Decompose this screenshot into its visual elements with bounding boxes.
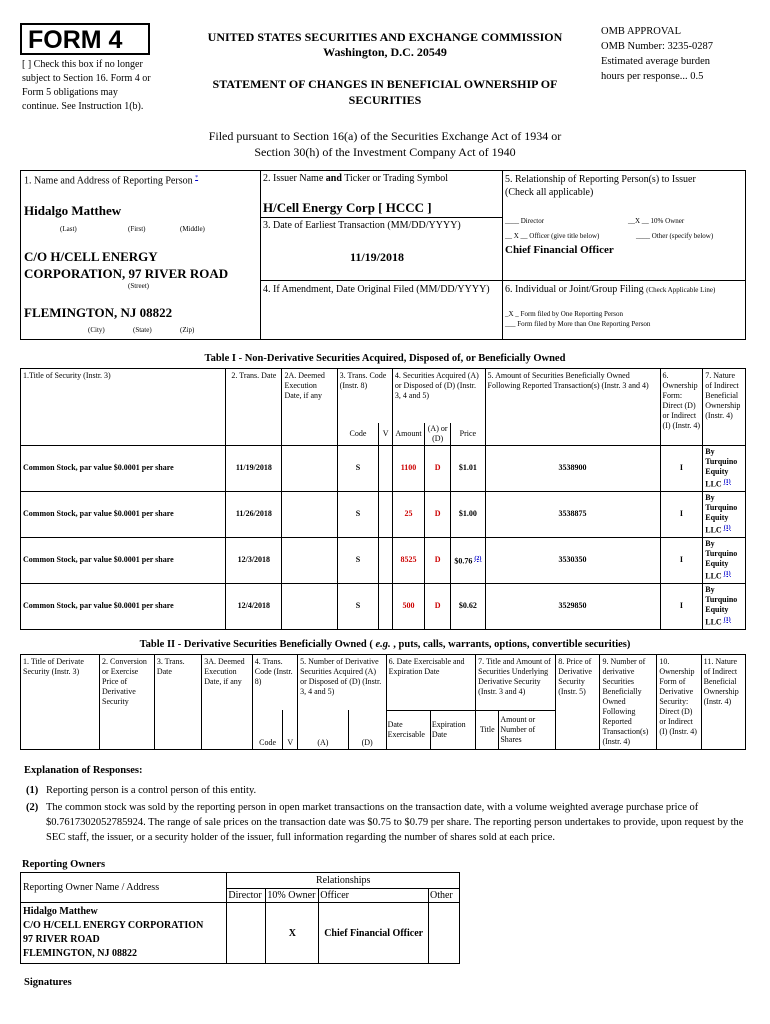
omb-line: OMB Number: 3235-0287 [601,41,713,52]
table2 [20,654,746,750]
t1-price: $0.62 [451,583,485,629]
check-line: Form 5 obligations may [22,87,118,98]
t1-code: S [337,537,379,583]
form-title: FORM 4 [28,26,123,54]
t1-owned: 3529850 [485,583,660,629]
t1-sub-v: V [379,423,393,446]
t2-sub-a: (A) [298,710,349,749]
table2-title: Table II - Derivative Securities Beneficially Owned ( e.g. , puts, calls, warrants, options, convertible securities) [139,639,631,650]
t1-nature: By Turquino Equity LLC $^{(1)}$ [703,445,746,491]
t1-price: $1.01 [451,445,485,491]
owners-col-relationships: Relationships [227,873,460,889]
owners-col-officer: Officer [319,889,429,903]
owner-officer-title: Chief Financial Officer [319,903,429,964]
check-line: subject to Section 16. Form 4 or [22,73,151,84]
t2-sub-code: Code [252,710,283,749]
t2-head-price: 8. Price of Derivative Security (Instr. 5) [556,655,600,750]
rel-other[interactable]: ____ Other (specify below) [636,232,714,240]
t1-head-securities: 4. Securities Acquired (A) or Disposed of (D) (Instr. 3, 4 and 5) [392,369,485,423]
t1-head-owned: 5. Amount of Securities Beneficially Owned Following Reported Transaction(s) (Instr. 3 and 4) [485,369,660,446]
omb-line: hours per response... 0.5 [601,71,704,82]
footnote-link[interactable]: (2) [474,555,482,562]
t1-date: 12/3/2018 [226,537,282,583]
t1-form: I [660,583,703,629]
owners-table [20,872,460,964]
t1-code: S [337,445,379,491]
t1-title: Common Stock, par value $0.0001 per share [21,537,226,583]
table-row [21,491,746,537]
reporting-person-name: Hidalgo Matthew [24,203,122,218]
t1-sub-aord: (A) or (D) [425,423,451,446]
t1-date: 11/19/2018 [226,445,282,491]
owners-col-name: Reporting Owner Name / Address [21,873,227,903]
statement-line: STATEMENT OF CHANGES IN BENEFICIAL OWNERSHIP OF [212,77,558,91]
earliest-date: 11/19/2018 [350,250,405,264]
t2-head-title: 1. Title of Derivate Security (Instr. 3) [21,655,100,750]
t1-nature: By Turquino Equity LLC $^{(1)}$ [703,583,746,629]
name-sub-last: (Last) [60,225,77,233]
owners-col-other: Other [428,889,459,903]
name-sub-first: (First) [128,225,146,233]
rel-director[interactable]: ____ Director [505,217,545,225]
explanation-text: The common stock was sold by the reporting person in open market transactions on the transaction date, with a volume weighted average purchase price of $0.7617302052785924. The range of sale prices on the transaction date was $0.75 to $0.79 per share. The reporting person undertakes to provide, upon request by the SEC staff, the issuer, or a security holder of the issuer, full information regarding the number of shares sold at each price. [46,802,744,843]
t1-date: 11/26/2018 [226,491,282,537]
t1-title: Common Stock, par value $0.0001 per share [21,445,226,491]
t2-sub-title: Title [476,710,499,749]
box6-label: 6. Individual or Joint/Group Filing (Check Applicable Line) [505,284,716,295]
t1-sub-code: Code [337,423,379,446]
t1-price: $0.76 $^{(2)}$ [451,537,485,583]
t1-date: 12/4/2018 [226,583,282,629]
footnote-link[interactable]: (1) [723,570,731,577]
t1-owned: 3538900 [485,445,660,491]
t1-amount: 8525 [392,537,424,583]
explanation-heading: Explanation of Responses: [24,765,143,776]
owner-name-address: Hidalgo Matthew C/O H/CELL ENERGY CORPORATION 97 RIVER ROAD FLEMINGTON, NJ 08822 [21,903,227,964]
footnote-link[interactable]: (1) [723,524,731,531]
t1-aord: D [425,583,451,629]
t1-amount: 25 [392,491,424,537]
footnote-link[interactable]: (1) [723,478,731,485]
omb-line: Estimated average burden [601,56,711,67]
t1-head-form: 6. Ownership Form: Direct (D) or Indirect (I) (Instr. 4) [660,369,703,446]
t1-sub-price: Price [451,423,485,446]
t1-head-title: 1.Title of Security (Instr. 3) [21,369,226,446]
filed-line: Filed pursuant to Section 16(a) of the Securities Exchange Act of 1934 or [208,129,562,143]
name-sub-middle: (Middle) [180,225,205,233]
t2-head-exercisable: 6. Date Exercisable and Expiration Date [386,655,476,711]
statement-title [170,76,600,108]
explanation-num: (1) [26,785,39,796]
t1-price: $1.00 [451,491,485,537]
t1-head-date: 2. Trans. Date [226,369,282,446]
owners-col-10pct: 10% Owner [266,889,319,903]
t2-sub-exp: Expiration Date [430,710,475,749]
statement-line: SECURITIES [348,93,422,107]
t1-form: I [660,491,703,537]
t2-sub-d: (D) [348,710,386,749]
t2-head-code: 4. Trans. Code (Instr. 8) [252,655,297,711]
form-title-box [20,23,150,55]
t2-head-deemed: 3A. Deemed Execution Date, if any [202,655,253,750]
footnote-link[interactable]: * [195,175,199,181]
t2-head-underlying: 7. Title and Amount of Securities Underlying Derivative Security (Instr. 3 and 4) [476,655,556,711]
signatures-heading: Signatures [24,977,72,988]
explanation-item [26,783,746,798]
table1-title: Table I - Non-Derivative Securities Acquired, Disposed of, or Beneficially Owned [204,353,566,364]
t1-amount: 500 [392,583,424,629]
t1-code: S [337,583,379,629]
t2-head-nature: 11. Nature of Indirect Beneficial Ownership (Instr. 4) [701,655,745,750]
box2-label: 2. Issuer Name and Ticker or Trading Symbol [263,173,449,184]
issuer-name: H/Cell Energy Corp [ HCCC ] [263,200,432,215]
explanation-text: Reporting person is a control person of this entity. [46,785,257,796]
agency-location: Washington, D.C. 20549 [323,45,447,59]
filed-pursuant [0,128,770,160]
box5-label: 5. Relationship of Reporting Person(s) to Issuer (Check all applicable) [505,174,696,198]
rel-10pct-owner[interactable]: __X __ 10% Owner [628,217,685,225]
check-box-instructions [22,58,172,114]
t1-owned: 3538875 [485,491,660,537]
street-address: C/O H/CELL ENERGY CORPORATION, 97 RIVER ROAD [24,249,229,281]
box3-label: 3. Date of Earliest Transaction (MM/DD/YYYY) [263,220,461,231]
t1-head-code: 3. Trans. Code (Instr. 8) [337,369,392,423]
t2-sub-date-ex: Date Exercisable [386,710,430,749]
city-sub: (City) [88,326,105,334]
t1-head-nature: 7. Nature of Indirect Beneficial Ownership (Instr. 4) [703,369,746,446]
footnote-link[interactable]: (1) [723,616,731,623]
agency-line: UNITED STATES SECURITIES AND EXCHANGE COMMISSION [207,30,563,44]
t1-nature: By Turquino Equity LLC $^{(1)}$ [703,537,746,583]
table1 [20,368,746,630]
table-row [21,583,746,629]
t1-aord: D [425,537,451,583]
omb-line: OMB APPROVAL [601,26,682,37]
city-line: FLEMINGTON, NJ 08822 [24,305,173,320]
t1-sub-amount: Amount [392,423,424,446]
t1-title: Common Stock, par value $0.0001 per share [21,583,226,629]
agency-name [170,30,600,60]
explanation-item [26,800,746,845]
rel-officer[interactable]: __ X __ Officer (give title below) [505,232,600,240]
t1-head-deemed: 2A. Deemed Execution Date, if any [282,369,337,446]
t1-form: I [660,537,703,583]
table-row [21,903,460,964]
box4-label: 4. If Amendment, Date Original Filed (MM/DD/YYYY) [263,284,490,295]
owners-heading: Reporting Owners [22,859,106,870]
t1-amount: 1100 [392,445,424,491]
t1-title: Common Stock, par value $0.0001 per share [21,491,226,537]
owner-10pct-mark: X [266,903,319,964]
box1-label: 1. Name and Address of Reporting Person * [24,175,199,187]
filing-option-one[interactable]: _X _ Form filed by One Reporting Person [505,310,624,318]
filed-line: Section 30(h) of the Investment Company Act of 1940 [254,145,516,159]
omb-approval [601,24,766,84]
check-line[interactable]: [ ] Check this box if no longer [22,59,143,70]
t2-head-form: 10. Ownership Form of Derivative Security: Direct (D) or Indirect (I) (Instr. 4) [657,655,701,750]
t2-head-number: 5. Number of Derivative Securities Acquired (A) or Disposed of (D) (Instr. 3, 4 and 5) [298,655,387,711]
t2-sub-v: V [283,710,298,749]
t2-sub-amt: Amount or Number of Shares [499,710,556,749]
table-row [21,537,746,583]
t1-nature: By Turquino Equity LLC $^{(1)}$ [703,491,746,537]
t2-head-conversion: 2. Conversion or Exercise Price of Derivative Security [100,655,155,750]
table-row [21,445,746,491]
t1-form: I [660,445,703,491]
street-sub: (Street) [128,282,149,290]
owners-col-director: Director [227,889,266,903]
zip-sub: (Zip) [180,326,195,334]
t2-head-date: 3. Trans. Date [154,655,201,750]
t1-aord: D [425,445,451,491]
t1-aord: D [425,491,451,537]
explanation-num: (2) [26,802,39,813]
state-sub: (State) [133,326,152,334]
filing-option-group[interactable]: ___ Form filed by More than One Reporting Person [505,320,651,328]
t1-owned: 3530350 [485,537,660,583]
officer-title: Chief Financial Officer [505,244,614,256]
check-line: continue. See Instruction 1(b). [22,101,144,112]
t2-head-owned: 9. Number of derivative Securities Beneficially Owned Following Reported Transaction(s) (Instr. 4) [600,655,657,750]
t1-code: S [337,491,379,537]
